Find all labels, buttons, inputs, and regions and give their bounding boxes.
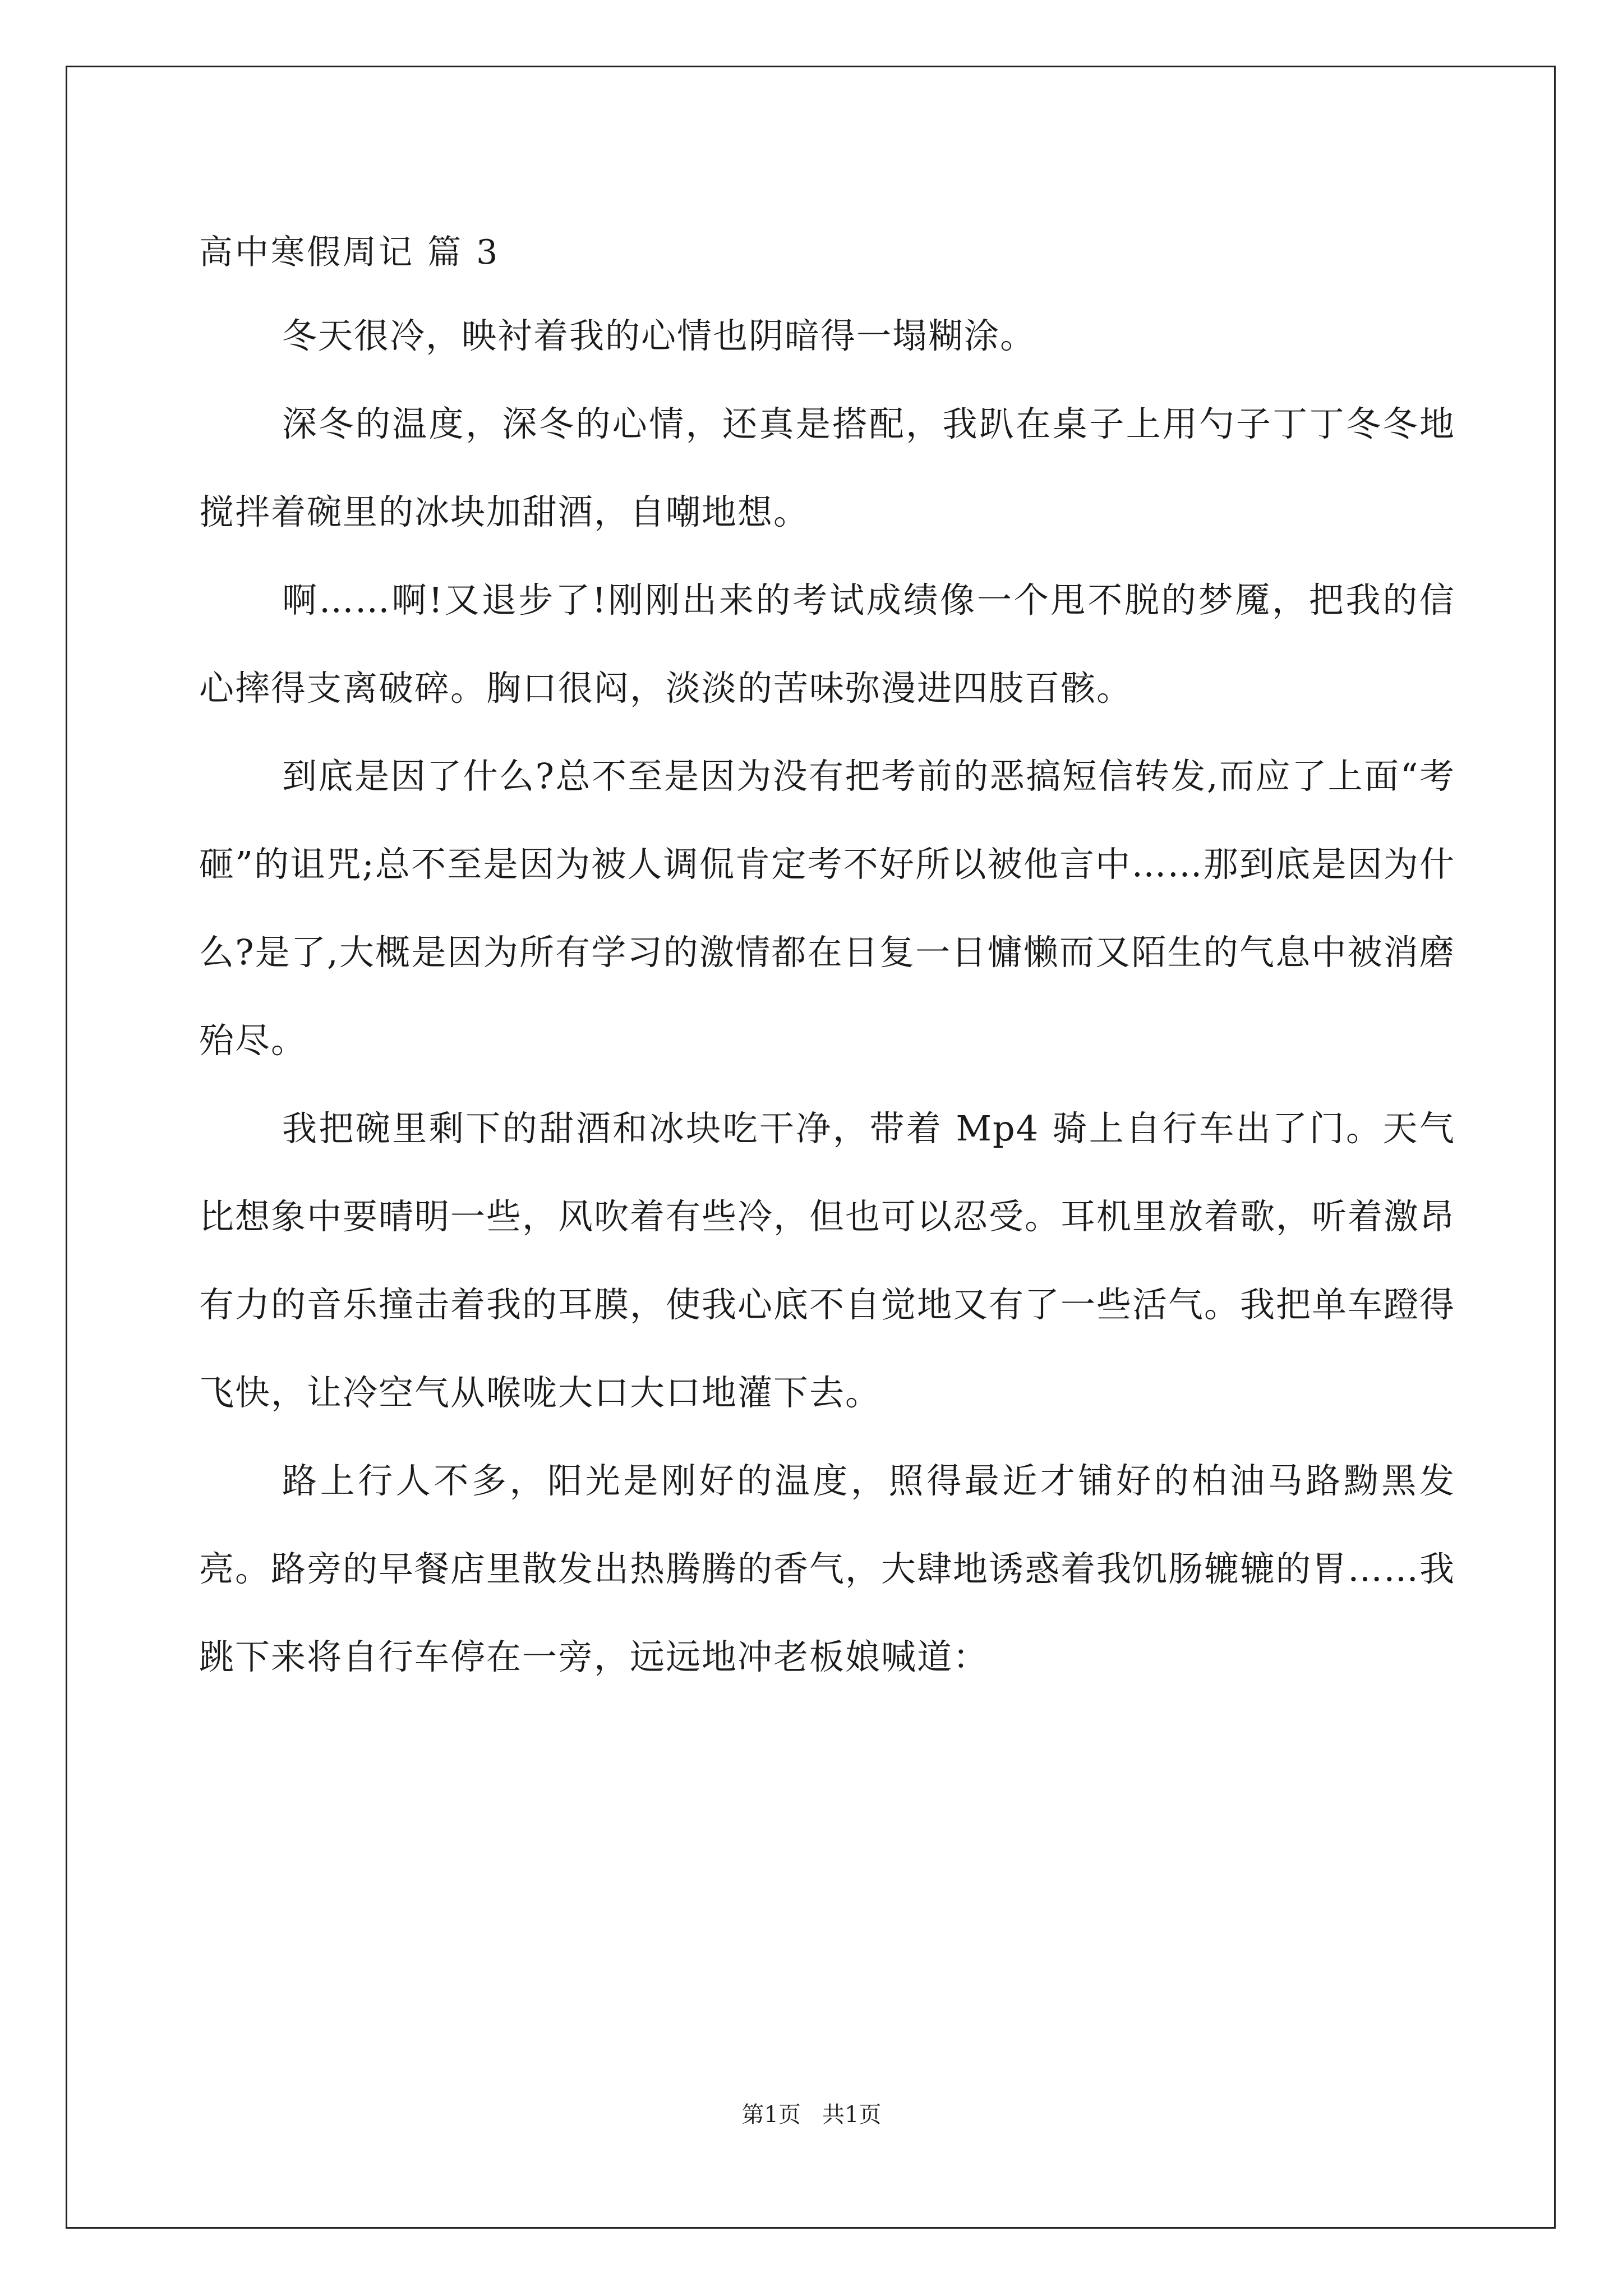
paragraph-3: 啊……啊!又退步了!刚刚出来的考试成绩像一个甩不脱的梦魇，把我的信心摔得支离破碎。胸口很闷，淡淡的苦味弥漫进四肢百骸。 (199, 579, 1455, 708)
document-body (199, 213, 1455, 1701)
paragraph-1: 冬天很冷，映衬着我的心情也阴暗得一塌糊涂。 (282, 315, 1036, 356)
page-footer: 第1页 共1页 (741, 2102, 882, 2128)
paragraph-4: 到底是因了什么?总不至是因为没有把考前的恶搞短信转发,而应了上面“考砸”的诅咒;总不至是因为被人调侃肯定考不好所以被他言中……那到底是因为什么?是了,大概是因为所有学习的激情都在日复一日慵懒而又陌生的气息中被消磨殆尽。 (199, 756, 1455, 1061)
paragraph-5: 我把碗里剩下的甜酒和冰块吃干净，带着 Mp4 骑上自行车出了门。天气比想象中要晴明一些，风吹着有些冷，但也可以忍受。耳机里放着歌，听着激昂有力的音乐撞击着我的耳膜，使我心底不自觉地又有了一些活气。我把单车蹬得飞快，让冷空气从喉咙大口大口地灌下去。 (199, 1108, 1456, 1413)
paragraph-6: 路上行人不多，阳光是刚好的温度，照得最近才铺好的柏油马路黝黑发亮。路旁的早餐店里散发出热腾腾的香气，大肆地诱惑着我饥肠辘辘的胃……我跳下来将自行车停在一旁，远远地冲老板娘喊道： (199, 1460, 1456, 1677)
paragraph-2: 深冬的温度，深冬的心情，还真是搭配，我趴在桌子上用勺子丁丁冬冬地搅拌着碗里的冰块加甜酒，自嘲地想。 (199, 403, 1455, 532)
document-title: 高中寒假周记 篇 3 (199, 233, 500, 272)
